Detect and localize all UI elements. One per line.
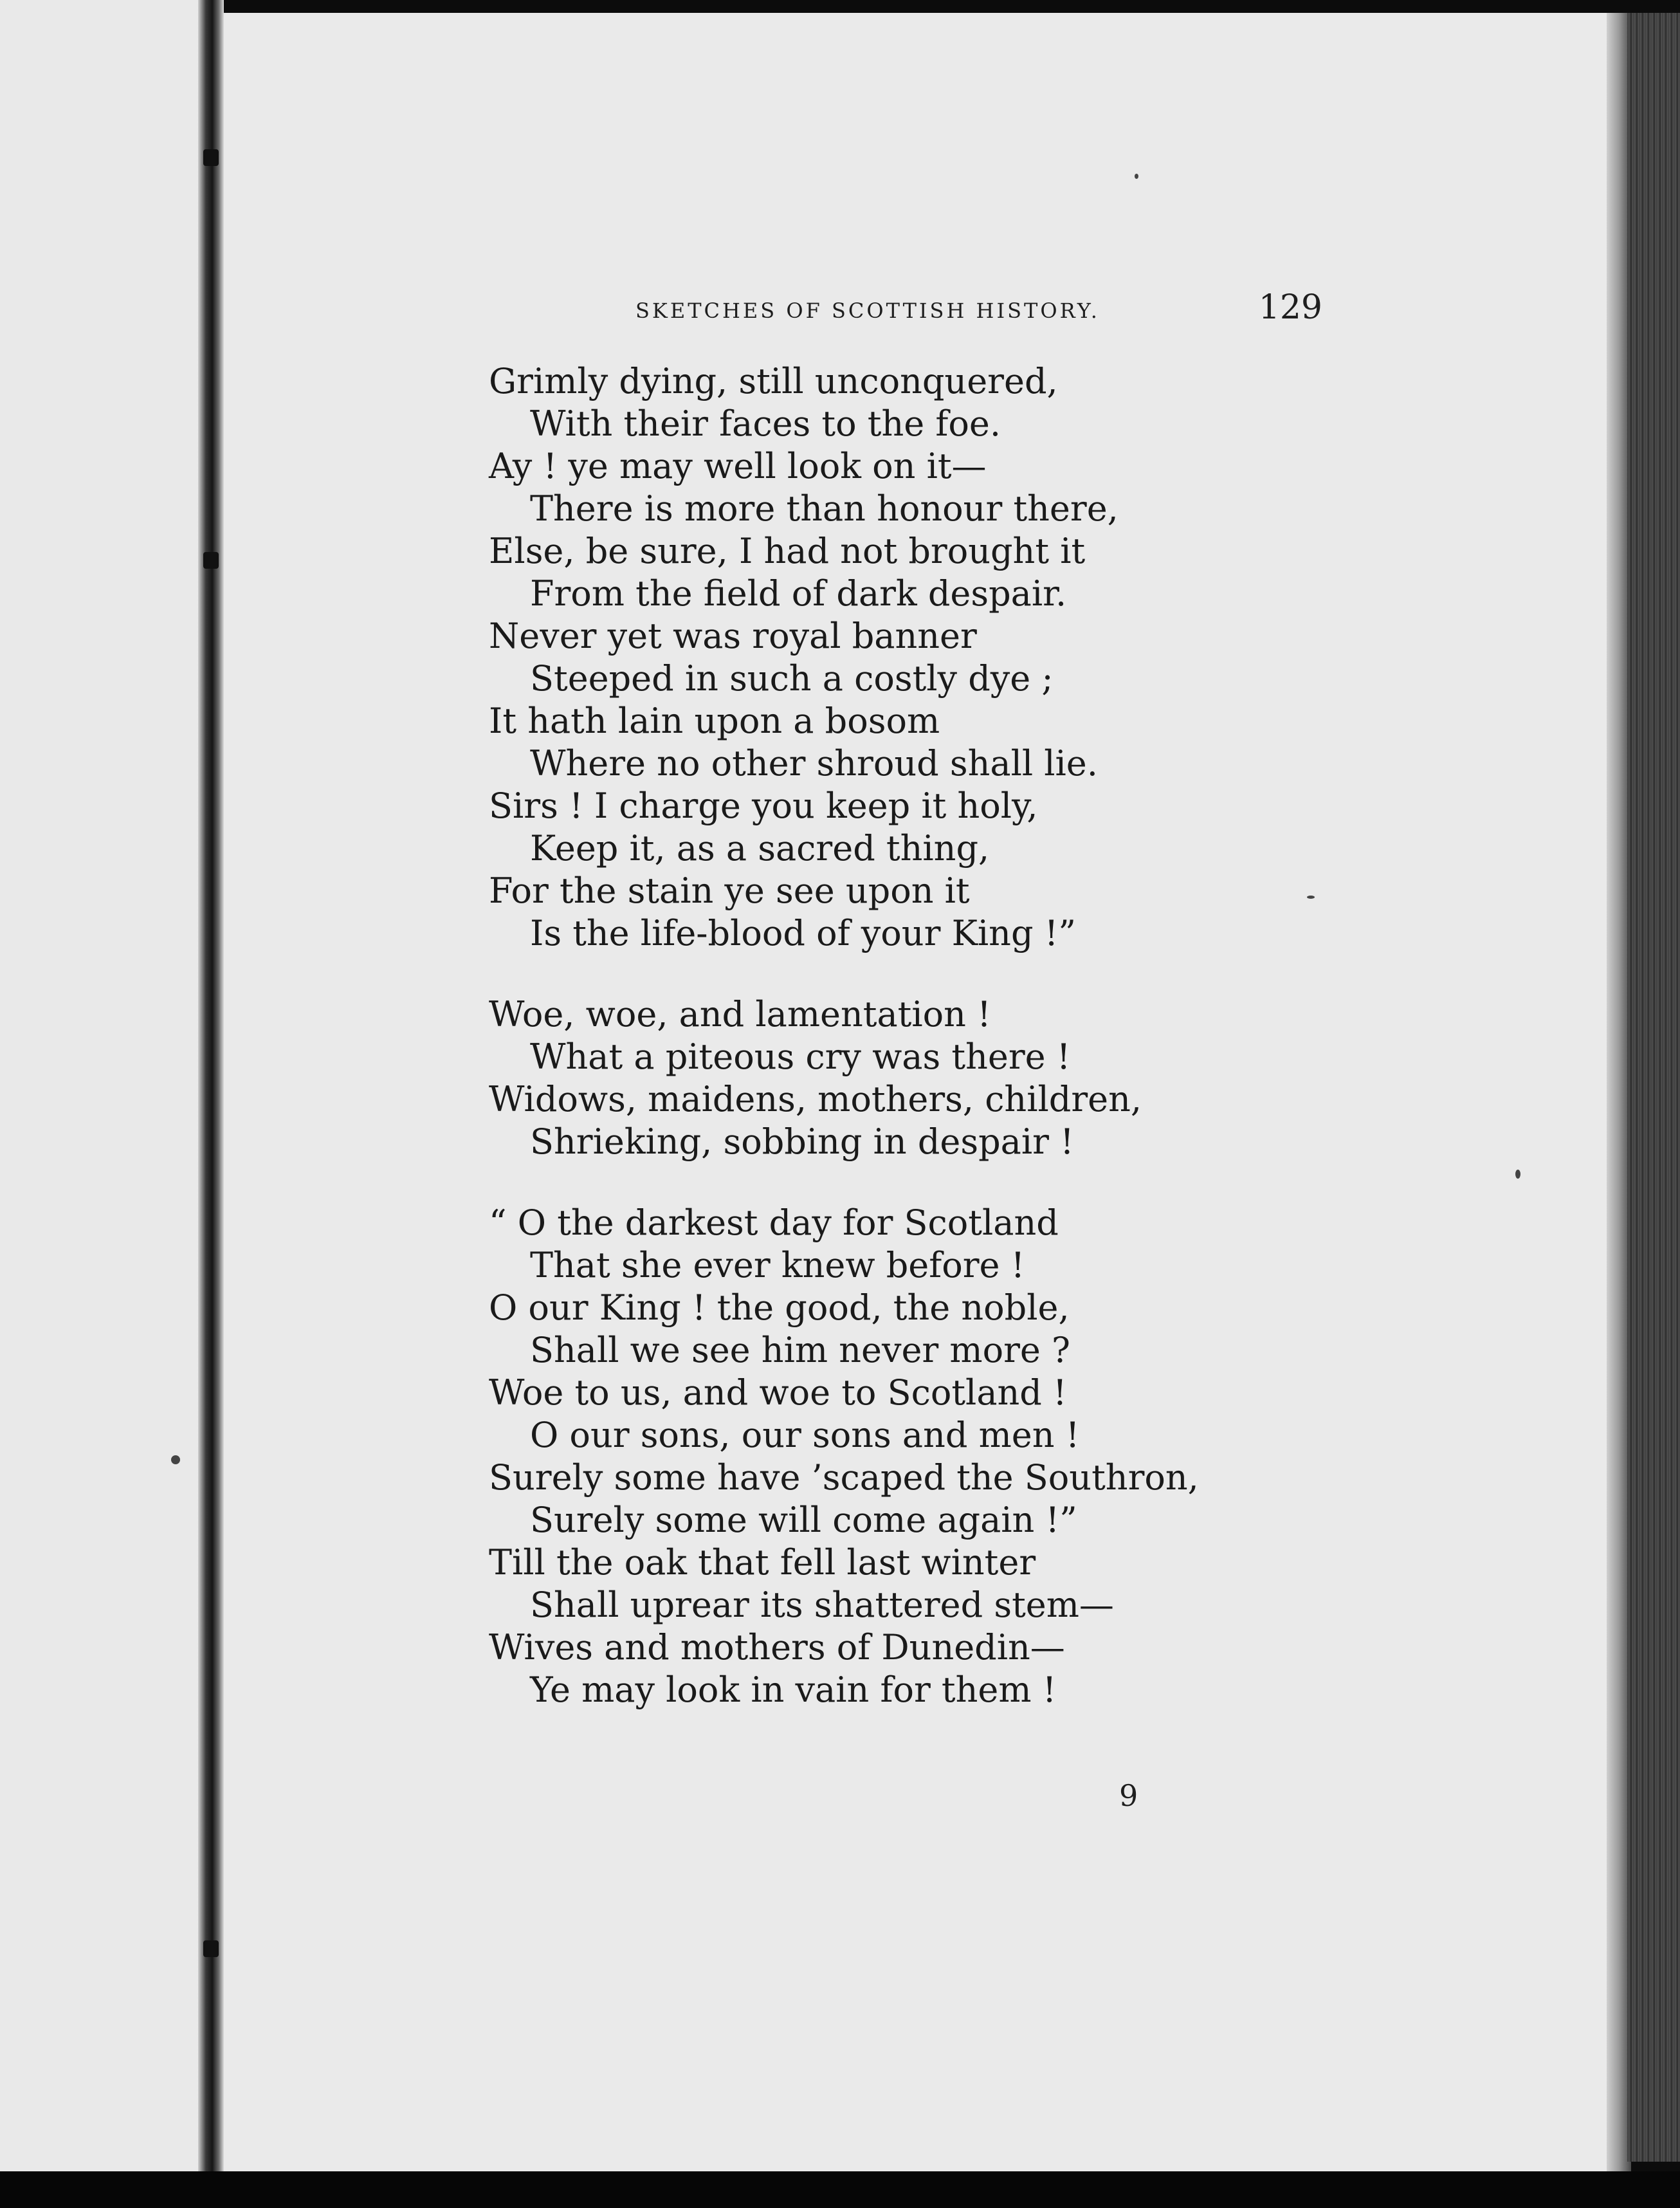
running-title: SKETCHES OF SCOTTISH HISTORY. (635, 299, 1100, 323)
poem-line: Else, be sure, I had not brought it (489, 531, 1086, 571)
binding-thread-mark (203, 149, 219, 166)
poem-line: Ay ! ye may well look on it— (489, 446, 987, 486)
poem-line: Till the oak that fell last winter (489, 1542, 1036, 1583)
poem-line: Grimly dying, still unconquered, (489, 361, 1058, 401)
poem-line: Shall we see him never more ? (530, 1330, 1071, 1370)
poem-line: It hath lain upon a bosom (489, 701, 940, 741)
binding-thread-mark (203, 552, 219, 569)
poem-line: Wives and mothers of Dunedin— (489, 1627, 1065, 1668)
poem-line: O our King ! the good, the noble, (489, 1287, 1070, 1328)
poem-line: Surely some have ’scaped the Southron, (489, 1457, 1199, 1498)
poem-line: Where no other shroud shall lie. (530, 743, 1098, 784)
paper-speck (1515, 1170, 1520, 1179)
poem-line: Ye may look in vain for them ! (530, 1670, 1057, 1710)
paper-speck (1135, 174, 1138, 179)
poem-line: Shall uprear its shattered stem— (530, 1585, 1114, 1625)
stanza (489, 360, 1261, 955)
paper-speck (1307, 896, 1315, 899)
poem-line: For the stain ye see upon it (489, 870, 970, 911)
poem-line: What a piteous cry was there ! (530, 1036, 1071, 1077)
left-page (0, 0, 205, 2171)
poem-line: With their faces to the foe. (530, 403, 1001, 444)
poem-line: Keep it, as a sacred thing, (530, 828, 990, 869)
poem-line: “ O the darkest day for Scotland (489, 1202, 1059, 1243)
poem-line: Shrieking, sobbing in despair ! (530, 1121, 1074, 1162)
poem-line: Woe, woe, and lamentation ! (489, 994, 991, 1035)
poem-line: From the field of dark despair. (530, 573, 1067, 614)
poem-line: Is the life-blood of your King !” (530, 913, 1076, 953)
poem-line: Surely some will come again !” (530, 1500, 1077, 1540)
poem-line: Steeped in such a costly dye ; (530, 658, 1054, 699)
page-number: 129 (1258, 288, 1322, 327)
scan-bottom-border (0, 2171, 1680, 2208)
paper-speck (171, 1455, 180, 1464)
stanza (489, 1202, 1261, 1711)
page-block-edges (1627, 13, 1680, 2162)
book-gutter (198, 0, 224, 2171)
poem-line: Sirs ! I charge you keep it holy, (489, 786, 1038, 826)
poem-line: There is more than honour there, (530, 488, 1118, 529)
page-header (635, 288, 1330, 333)
binding-thread-mark (203, 1940, 219, 1957)
poem-line: O our sons, our sons and men ! (530, 1415, 1080, 1455)
poem-line: Never yet was royal banner (489, 616, 977, 656)
poem-line: Widows, maidens, mothers, children, (489, 1079, 1142, 1119)
poem-line: Woe to us, and woe to Scotland ! (489, 1372, 1067, 1413)
signature-mark: 9 (1119, 1778, 1138, 1813)
poem-line: That she ever knew before ! (530, 1245, 1025, 1285)
poem-body (489, 360, 1261, 1750)
stanza (489, 993, 1261, 1163)
